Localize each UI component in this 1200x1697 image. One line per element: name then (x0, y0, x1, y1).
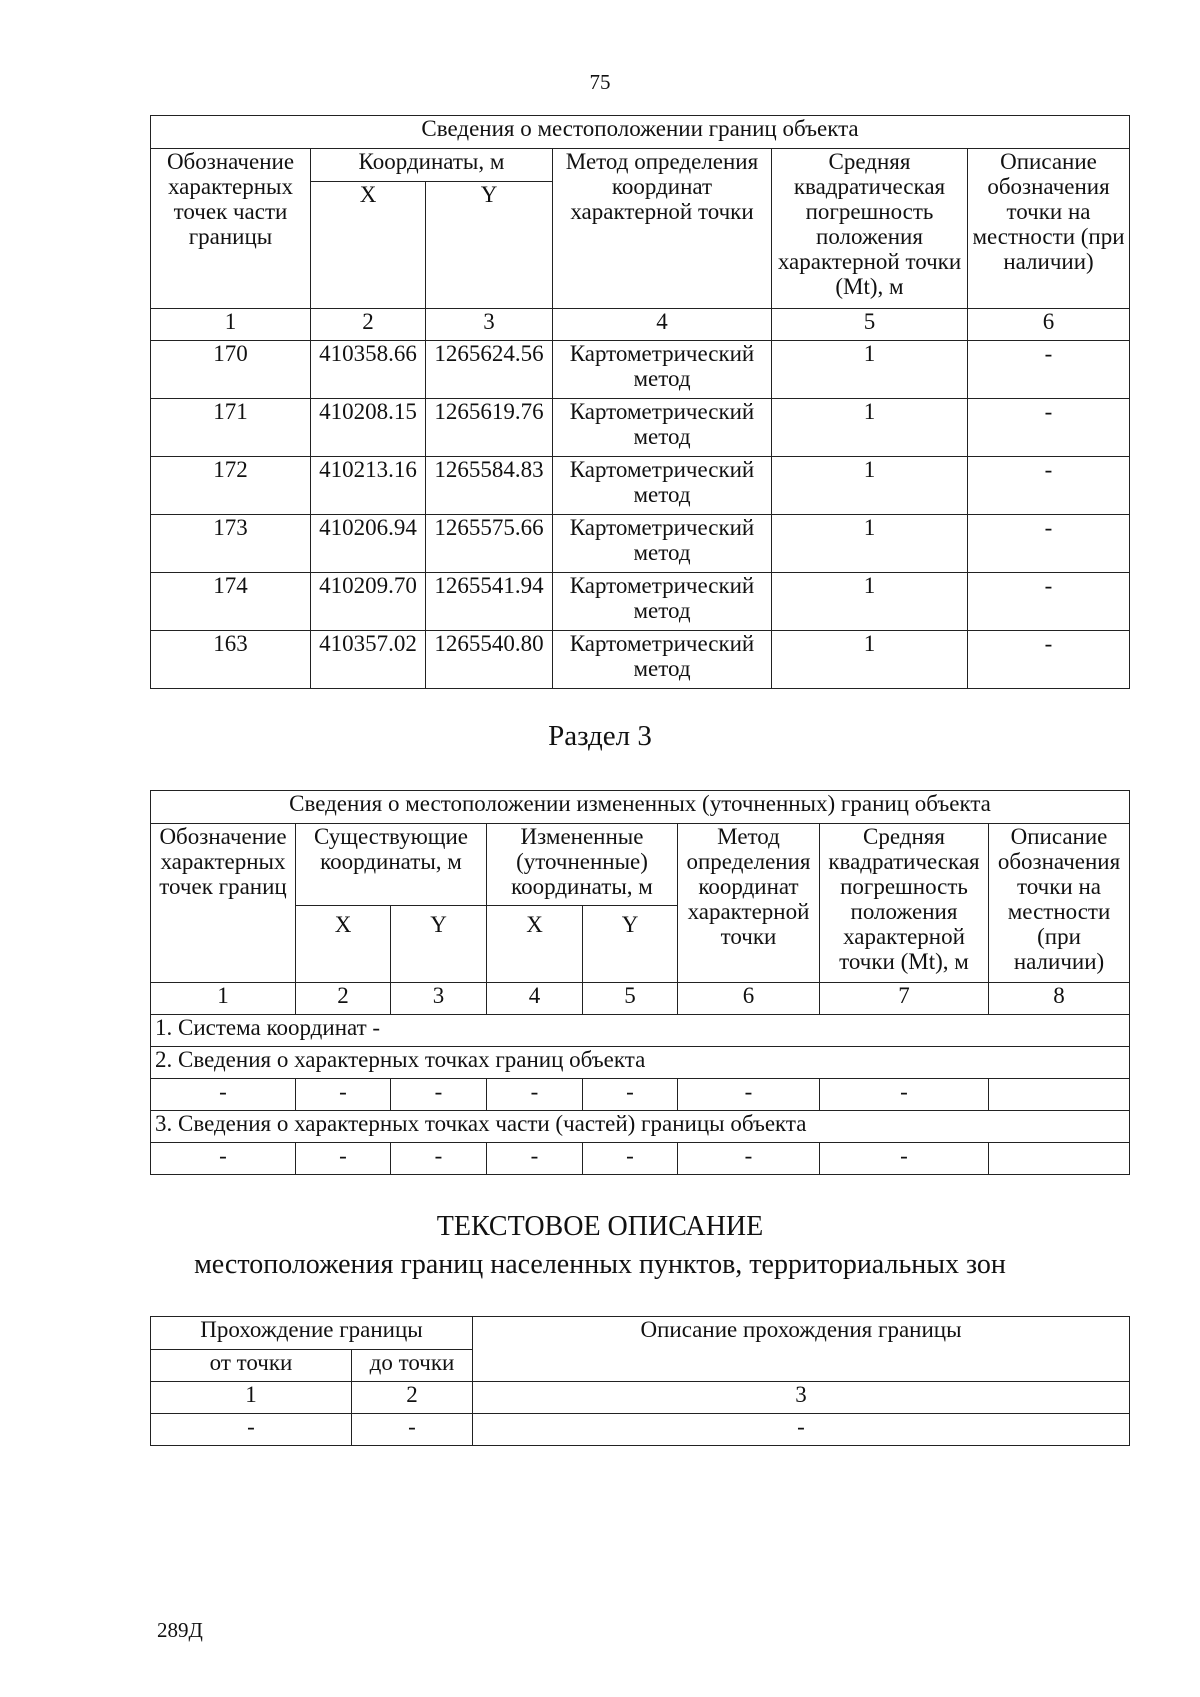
header-description: Описание обозначения точки на местности (при наличии) (968, 149, 1130, 309)
header-existing-coordinates: Существующие координаты, м (296, 824, 487, 906)
text-description-heading: ТЕКСТОВОЕ ОПИСАНИЕ (436, 1211, 764, 1242)
table-row (151, 457, 1130, 515)
coord-y: 1265540.80 (426, 631, 553, 689)
table-row (151, 515, 1130, 573)
dash-cell (989, 1143, 1130, 1175)
header-passage: Прохождение границы (151, 1317, 473, 1350)
header-passage-description: Описание прохождения границы (473, 1317, 1130, 1382)
dash-cell: - (296, 1143, 391, 1175)
column-number: 2 (296, 983, 391, 1015)
header-method: Метод определения координат характерной точки (678, 824, 820, 983)
error: 1 (772, 515, 968, 573)
header-x: X (487, 906, 583, 983)
boundary-points-row: 2. Сведения о характерных точках границ объекта (151, 1047, 1130, 1079)
table-row (151, 1414, 1130, 1446)
column-number: 6 (678, 983, 820, 1015)
dash-cell: - (678, 1079, 820, 1111)
description: - (968, 457, 1130, 515)
column-number: 1 (151, 983, 296, 1015)
table-title: Сведения о местоположении границ объекта (151, 116, 1130, 149)
dash-cell: - (583, 1079, 678, 1111)
table-row (151, 573, 1130, 631)
dash-cell: - (391, 1143, 487, 1175)
point-id: 173 (151, 515, 311, 573)
column-number: 4 (487, 983, 583, 1015)
header-description: Описание обозначения точки на местности (при наличии) (989, 824, 1130, 983)
error: 1 (772, 457, 968, 515)
error: 1 (772, 399, 968, 457)
dash-cell: - (151, 1414, 352, 1446)
column-number: 1 (151, 309, 311, 341)
dash-cell: - (296, 1079, 391, 1111)
column-number: 3 (426, 309, 553, 341)
dash-cell (989, 1079, 1130, 1111)
header-from-point: от точки (151, 1350, 352, 1382)
boundary-passage-table (150, 1316, 1130, 1446)
header-x: X (311, 182, 426, 309)
method: Картометрический метод (553, 515, 772, 573)
header-designation: Обозначение характерных точек границ (151, 824, 296, 983)
method: Картометрический метод (553, 573, 772, 631)
table-row (151, 1143, 1130, 1175)
description: - (968, 515, 1130, 573)
column-number: 2 (311, 309, 426, 341)
coord-x: 410208.15 (311, 399, 426, 457)
column-number: 7 (820, 983, 989, 1015)
footer-code: 289Д (157, 1618, 203, 1642)
description: - (968, 573, 1130, 631)
error: 1 (772, 341, 968, 399)
table-row (151, 399, 1130, 457)
coord-y: 1265541.94 (426, 573, 553, 631)
header-y: Y (426, 182, 553, 309)
header-designation: Обозначение характерных точек части границы (151, 149, 311, 309)
dash-cell: - (352, 1414, 473, 1446)
part-boundary-points-row: 3. Сведения о характерных точках части (частей) границы объекта (151, 1111, 1130, 1143)
description: - (968, 341, 1130, 399)
description: - (968, 631, 1130, 689)
point-id: 171 (151, 399, 311, 457)
dash-cell: - (151, 1143, 296, 1175)
dash-cell: - (151, 1079, 296, 1111)
table-row (151, 631, 1130, 689)
section-title: Раздел 3 (548, 720, 652, 752)
table-title: Сведения о местоположении измененных (уточненных) границ объекта (151, 791, 1130, 824)
point-id: 163 (151, 631, 311, 689)
header-y: Y (583, 906, 678, 983)
column-number: 1 (151, 1382, 352, 1414)
method: Картометрический метод (553, 631, 772, 689)
coord-x: 410206.94 (311, 515, 426, 573)
dash-cell: - (820, 1143, 989, 1175)
boundary-points-table (150, 115, 1130, 689)
header-error: Средняя квадратическая погрешность положения характерной точки (Mt), м (820, 824, 989, 983)
header-y: Y (391, 906, 487, 983)
table-row (151, 341, 1130, 399)
method: Картометрический метод (553, 457, 772, 515)
description: - (968, 399, 1130, 457)
error: 1 (772, 573, 968, 631)
coord-y: 1265575.66 (426, 515, 553, 573)
point-id: 172 (151, 457, 311, 515)
error: 1 (772, 631, 968, 689)
point-id: 174 (151, 573, 311, 631)
point-id: 170 (151, 341, 311, 399)
column-number: 5 (772, 309, 968, 341)
column-number: 3 (391, 983, 487, 1015)
coordinate-system-row: 1. Система координат - (151, 1015, 1130, 1047)
dash-cell: - (678, 1143, 820, 1175)
column-number: 3 (473, 1382, 1130, 1414)
method: Картометрический метод (553, 399, 772, 457)
text-description-subheading: местоположения границ населенных пунктов, территориальных зон (194, 1249, 1006, 1280)
coord-x: 410358.66 (311, 341, 426, 399)
coord-y: 1265619.76 (426, 399, 553, 457)
dash-cell: - (473, 1414, 1130, 1446)
coord-y: 1265624.56 (426, 341, 553, 399)
header-method: Метод определения координат характерной точки (553, 149, 772, 309)
header-error: Средняя квадратическая погрешность положения характерной точки (Mt), м (772, 149, 968, 309)
changed-boundaries-table (150, 790, 1130, 1175)
column-number: 8 (989, 983, 1130, 1015)
header-changed-coordinates: Измененные (уточненные) координаты, м (487, 824, 678, 906)
header-to-point: до точки (352, 1350, 473, 1382)
dash-cell: - (487, 1143, 583, 1175)
page-number: 75 (589, 70, 611, 94)
coord-x: 410209.70 (311, 573, 426, 631)
dash-cell: - (820, 1079, 989, 1111)
column-number: 2 (352, 1382, 473, 1414)
method: Картометрический метод (553, 341, 772, 399)
coord-x: 410357.02 (311, 631, 426, 689)
header-coordinates: Координаты, м (311, 149, 553, 182)
column-number: 6 (968, 309, 1130, 341)
dash-cell: - (487, 1079, 583, 1111)
column-number: 4 (553, 309, 772, 341)
dash-cell: - (583, 1143, 678, 1175)
dash-cell: - (391, 1079, 487, 1111)
table-row (151, 1079, 1130, 1111)
coord-y: 1265584.83 (426, 457, 553, 515)
coord-x: 410213.16 (311, 457, 426, 515)
header-x: X (296, 906, 391, 983)
column-number: 5 (583, 983, 678, 1015)
